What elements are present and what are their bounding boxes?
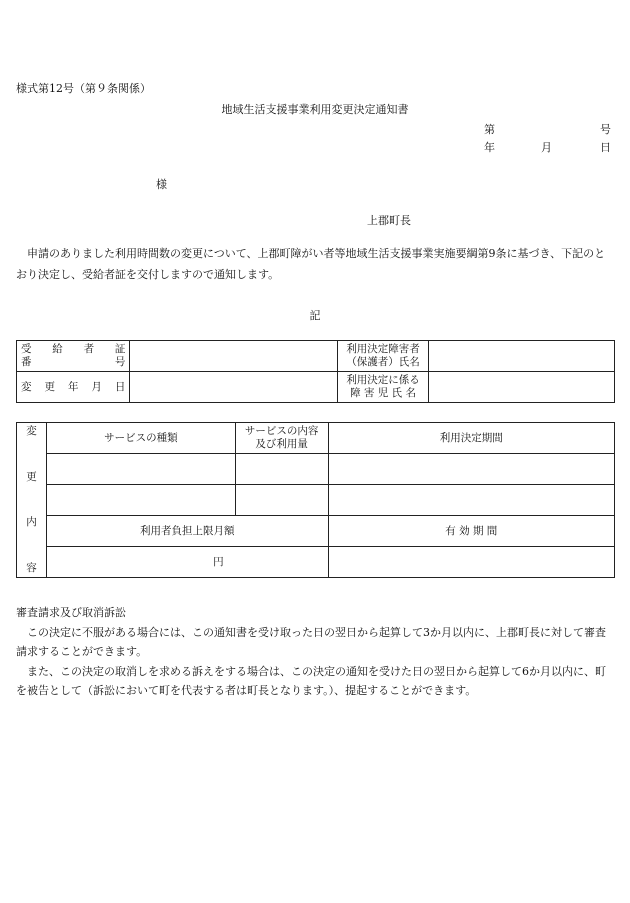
table-row xyxy=(17,516,615,547)
label-char: 証 xyxy=(114,343,126,355)
issuer-name: 上郡町長 xyxy=(367,214,411,227)
guardian-name-value[interactable] xyxy=(429,341,615,372)
table-row xyxy=(17,341,615,372)
guardian-label-line2: （保護者）氏名 xyxy=(346,356,420,368)
notice-paragraph-1: この決定に不服がある場合には、この通知書を受け取った日の翌日から起算して3か月以内に、上郡町長に対して審査請求することができます。 xyxy=(16,626,606,658)
notice-paragraph-2: また、この決定の取消しを求める訴えをする場合は、この決定の通知を受けた日の翌日から起算して6か月以内に、町を被告として（訴訟において町を代表する者は町長となります。）、提起することができます。 xyxy=(16,665,606,697)
service-content-cell[interactable] xyxy=(235,454,328,485)
change-content-label xyxy=(17,423,47,578)
period-header: 利用決定期間 xyxy=(328,423,614,454)
recipient-number-label xyxy=(17,341,130,372)
copay-limit-value[interactable] xyxy=(46,547,328,578)
document-title: 地域生活支援事業利用変更決定通知書 xyxy=(221,103,409,116)
period-cell[interactable] xyxy=(328,454,614,485)
service-type-cell[interactable] xyxy=(46,454,235,485)
table-row xyxy=(17,372,615,403)
label-char: 日 xyxy=(114,380,126,393)
date-month-label: 月 xyxy=(541,141,552,154)
period-cell[interactable] xyxy=(328,485,614,516)
label-char: 年 xyxy=(67,380,79,393)
label-char: 番 xyxy=(21,356,32,368)
label-char: 内 xyxy=(26,516,37,529)
body-paragraph: 申請のありました利用時間数の変更について、上郡町障がい者等地域生活支援事業実施要綱第9条に基づき、下記のとおり決定し、受給者証を交付しますので通知します。 xyxy=(16,247,606,281)
label-char: 月 xyxy=(91,380,102,393)
date-day-label: 日 xyxy=(600,141,611,154)
validity-period-value[interactable] xyxy=(328,547,614,578)
copay-limit-header: 利用者負担上限月額 xyxy=(46,516,328,547)
label-char: 更 xyxy=(26,470,37,483)
table-row xyxy=(17,454,615,485)
yen-unit: 円 xyxy=(213,555,224,568)
table-row xyxy=(17,485,615,516)
notice-heading: 審査請求及び取消訴訟 xyxy=(16,606,126,619)
addressee-suffix: 様 xyxy=(156,178,167,191)
recipient-number-line2 xyxy=(21,356,125,369)
recipient-number-line1 xyxy=(21,343,125,356)
guardian-label-line1: 利用決定障害者 xyxy=(346,343,420,355)
service-type-cell[interactable] xyxy=(46,485,235,516)
label-char: 者 xyxy=(83,343,95,355)
change-date-line xyxy=(21,381,125,394)
child-label-line2: 障 害 児 氏 名 xyxy=(350,387,416,399)
validity-period-header: 有 効 期 間 xyxy=(328,516,614,547)
recipient-number-value[interactable] xyxy=(130,341,338,372)
child-name-value[interactable] xyxy=(429,372,615,403)
child-name-label xyxy=(337,372,428,403)
table-row xyxy=(17,423,615,454)
child-label-line1: 利用決定に係る xyxy=(346,374,420,386)
label-char: 変 xyxy=(21,380,32,393)
service-content-header xyxy=(235,423,328,454)
guardian-name-label xyxy=(337,341,428,372)
change-date-value[interactable] xyxy=(130,372,338,403)
label-char: 更 xyxy=(44,380,55,393)
number-label: 第 xyxy=(484,123,495,136)
service-content-header-line1: サービスの内容 xyxy=(244,425,319,437)
number-suffix: 号 xyxy=(600,123,611,136)
label-char: 受 xyxy=(21,343,32,355)
recipient-info-table xyxy=(16,340,615,403)
label-char: 容 xyxy=(26,561,37,574)
ki-heading: 記 xyxy=(309,309,321,322)
change-date-label xyxy=(17,372,130,403)
label-char: 給 xyxy=(52,343,63,355)
change-content-table xyxy=(16,422,615,578)
date-year-label: 年 xyxy=(484,141,495,154)
label-char: 号 xyxy=(114,356,126,368)
label-char: 変 xyxy=(26,425,37,437)
service-content-header-line2: 及び利用量 xyxy=(255,438,308,450)
service-type-header: サービスの種類 xyxy=(46,423,235,454)
table-row xyxy=(17,547,615,578)
service-content-cell[interactable] xyxy=(235,485,328,516)
form-number: 様式第12号（第９条関係） xyxy=(16,82,151,95)
